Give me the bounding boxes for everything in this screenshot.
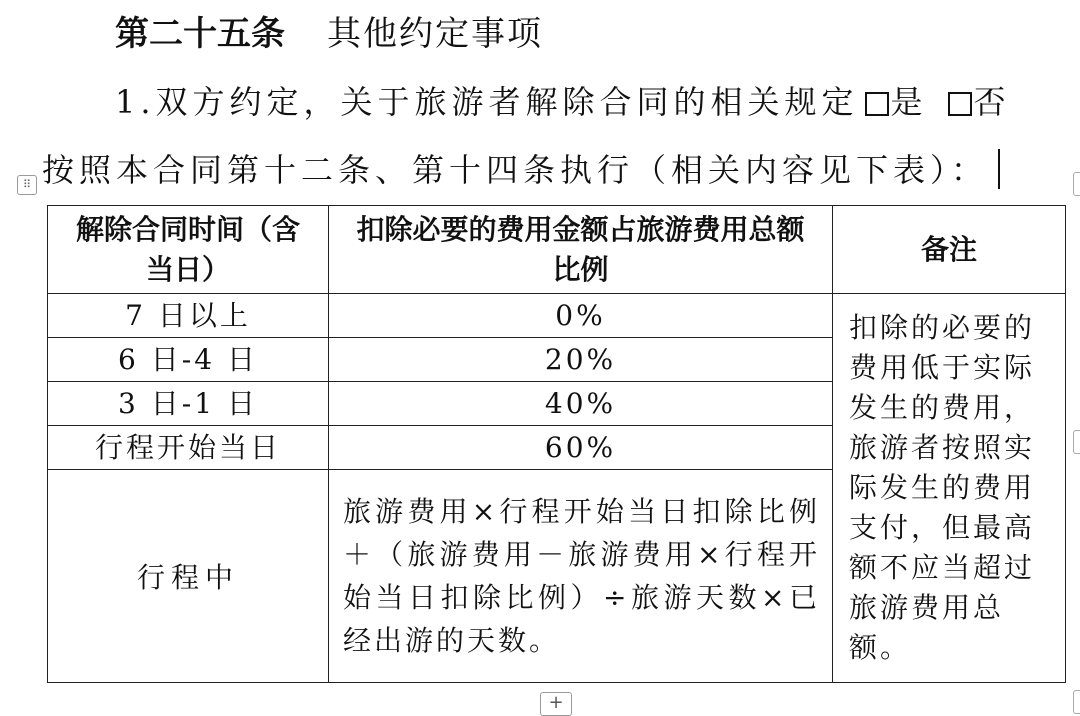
edge-handle-icon[interactable]: [1073, 690, 1080, 714]
article-number: 第二十五条: [115, 14, 285, 54]
time-cell[interactable]: 行程中: [48, 470, 329, 683]
clause-line-1: [115, 80, 1011, 124]
ratio-cell[interactable]: 40%: [329, 382, 833, 426]
time-cell[interactable]: 行程开始当日: [48, 426, 329, 470]
ratio-cell[interactable]: 60%: [329, 426, 833, 470]
table-row: [48, 294, 1066, 338]
table-header-row: [48, 206, 1066, 294]
edge-handle-icon[interactable]: [1073, 430, 1080, 454]
header-time: [48, 206, 329, 294]
header-note-text: 备注: [920, 232, 977, 266]
edge-handle-icon[interactable]: [1073, 172, 1080, 196]
time-cell[interactable]: 7 日以上: [48, 294, 329, 338]
ratio-cell[interactable]: 20%: [329, 338, 833, 382]
ratio-formula-cell[interactable]: 旅游费用×行程开始当日扣除比例＋（旅游费用－旅游费用×行程开始当日扣除比例）÷旅游天数×已经出游的天数。: [329, 470, 833, 683]
clause-line-2[interactable]: [42, 148, 1000, 192]
header-note: [833, 206, 1066, 294]
clause-line-2-text: 按照本合同第十二条、第十四条执行（相关内容见下表）：: [42, 151, 989, 189]
move-handle-icon[interactable]: ⠿: [17, 175, 37, 195]
cancellation-table: [47, 205, 1066, 683]
time-cell[interactable]: 3 日-1 日: [48, 382, 329, 426]
clause-text: 1.双方约定，关于旅游者解除合同的相关规定: [115, 83, 859, 121]
text-cursor: [998, 149, 1000, 189]
article-title: 其他约定事项: [327, 14, 543, 54]
ratio-cell[interactable]: 0%: [329, 294, 833, 338]
checkbox-yes[interactable]: [865, 92, 889, 116]
header-time-text: 解除合同时间（含当日）: [75, 212, 300, 286]
option-no-label: 否: [973, 83, 1011, 121]
header-ratio-text: 扣除必要的费用金额占旅游费用总额比例: [356, 212, 805, 286]
option-yes-label: 是: [890, 83, 928, 121]
note-cell[interactable]: 扣除的必要的费用低于实际发生的费用，旅游者按照实际发生的费用支付，但最高额不应当超过旅游费用总额。: [833, 294, 1066, 683]
checkbox-no[interactable]: [948, 92, 972, 116]
time-cell[interactable]: 6 日-4 日: [48, 338, 329, 382]
plus-icon[interactable]: +: [540, 692, 572, 716]
article-heading: [115, 10, 543, 58]
header-ratio: [329, 206, 833, 294]
